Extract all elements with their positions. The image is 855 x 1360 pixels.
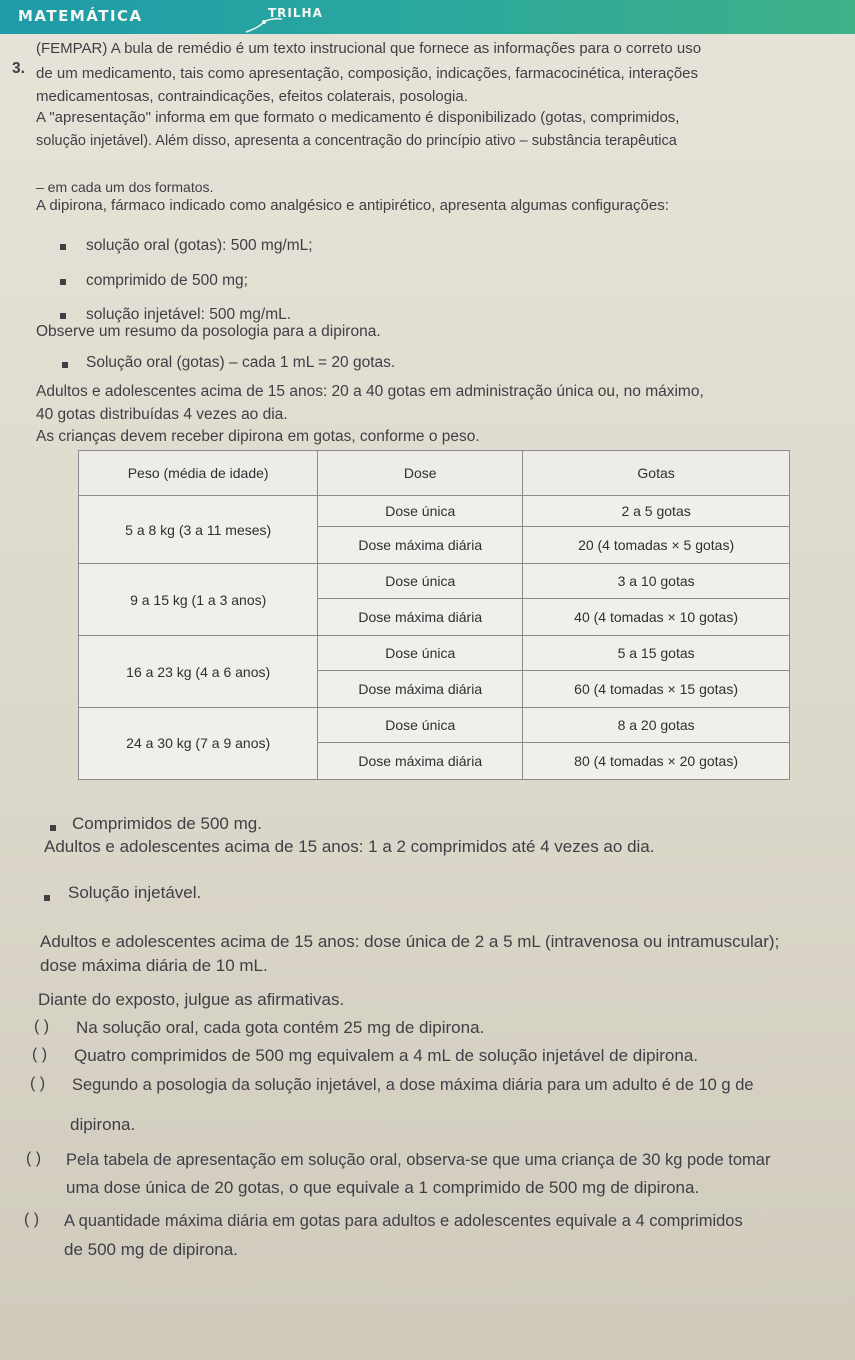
question-number: 3. <box>12 60 25 77</box>
table-cell-weight: 16 a 23 kg (4 a 6 anos) <box>79 636 318 708</box>
table-header-drops: Gotas <box>523 451 790 496</box>
format-item-tablet: comprimido de 500 mg; <box>86 272 248 289</box>
intro-line-2: de um medicamento, tais como apresentação, composição, indicações, farmacocinética, interações <box>36 65 698 82</box>
statement-2: Quatro comprimidos de 500 mg equivalem a 4 mL de solução injetável de dipirona. <box>74 1046 698 1065</box>
table-cell-dose-label: Dose máxima diária <box>318 742 523 779</box>
table-cell-drops: 40 (4 tomadas × 10 gotas) <box>523 599 790 636</box>
table-cell-drops: 2 a 5 gotas <box>523 496 790 527</box>
table-cell-drops: 80 (4 tomadas × 20 gotas) <box>523 742 790 779</box>
answer-blank[interactable]: ( ) <box>30 1075 46 1092</box>
tablets-heading: Comprimidos de 500 mg. <box>72 814 262 833</box>
table-cell-drops: 8 a 20 gotas <box>523 707 790 742</box>
judge-instruction: Diante do exposto, julgue as afirmativas. <box>38 990 345 1009</box>
injectable-heading: Solução injetável. <box>68 883 202 902</box>
table-cell-drops: 3 a 10 gotas <box>523 564 790 599</box>
statement-3-line-2: dipirona. <box>70 1115 136 1134</box>
table-cell-dose-label: Dose máxima diária <box>318 599 523 636</box>
table-cell-dose-label: Dose única <box>318 636 523 671</box>
intro-line-4: A "apresentação" informa em que formato o medicamento é disponibilizado (gotas, comprimidos, <box>36 109 680 126</box>
intro-line-1: (FEMPAR) A bula de remédio é um texto instrucional que fornece as informações para o correto uso <box>36 40 702 57</box>
bullet-marker <box>62 362 68 368</box>
bullet-marker <box>50 825 56 831</box>
format-item-oral: solução oral (gotas): 500 mg/mL; <box>86 237 313 254</box>
table-cell-drops: 5 a 15 gotas <box>523 636 790 671</box>
injectable-line-1: Adultos e adolescentes acima de 15 anos: dose única de 2 a 5 mL (intravenosa ou intramuscular); <box>40 932 780 951</box>
bullet-marker <box>60 313 66 319</box>
intro-line-6: – em cada um dos formatos. <box>36 179 214 195</box>
children-line: As crianças devem receber dipirona em gotas, conforme o peso. <box>36 428 480 445</box>
table-cell-dose-label: Dose única <box>318 564 523 599</box>
oral-adult-line-1: Adultos e adolescentes acima de 15 anos: 20 a 40 gotas em administração única ou, no máximo, <box>36 383 704 400</box>
trail-label: TRILHA <box>268 6 323 20</box>
oral-heading: Solução oral (gotas) – cada 1 mL = 20 gotas. <box>86 354 396 371</box>
answer-blank[interactable]: ( ) <box>26 1150 42 1167</box>
page-header <box>0 0 855 34</box>
table-cell-dose-label: Dose única <box>318 496 523 527</box>
oral-adult-line-2: 40 gotas distribuídas 4 vezes ao dia. <box>36 406 288 423</box>
subject-title: MATEMÁTICA <box>18 7 143 25</box>
table-cell-drops: 60 (4 tomadas × 15 gotas) <box>523 670 790 707</box>
statement-1: Na solução oral, cada gota contém 25 mg de dipirona. <box>76 1018 485 1037</box>
bullet-marker <box>44 895 50 901</box>
table-cell-weight: 9 a 15 kg (1 a 3 anos) <box>79 564 318 636</box>
statement-3-line-1: Segundo a posologia da solução injetável, a dose máxima diária para um adulto é de 10 g de <box>72 1076 754 1094</box>
intro-line-3: medicamentosas, contraindicações, efeitos colaterais, posologia. <box>36 88 468 105</box>
table-cell-weight: 5 a 8 kg (3 a 11 meses) <box>79 496 318 564</box>
answer-blank[interactable]: ( ) <box>32 1046 48 1063</box>
intro-line-7: A dipirona, fármaco indicado como analgésico e antipirético, apresenta algumas configurações: <box>36 197 669 214</box>
table-cell-weight: 24 a 30 kg (7 a 9 anos) <box>79 707 318 779</box>
table-cell-dose-label: Dose máxima diária <box>318 670 523 707</box>
answer-blank[interactable]: ( ) <box>24 1211 40 1228</box>
table-cell-drops: 20 (4 tomadas × 5 gotas) <box>523 527 790 564</box>
statement-4-line-1: Pela tabela de apresentação em solução oral, observa-se que uma criança de 30 kg pode tomar <box>66 1151 771 1169</box>
summary-line: Observe um resumo da posologia para a dipirona. <box>36 323 381 340</box>
bullet-marker <box>60 279 66 285</box>
statement-5-line-2: de 500 mg de dipirona. <box>64 1240 238 1259</box>
table-header-weight: Peso (média de idade) <box>79 451 318 496</box>
table-cell-dose-label: Dose máxima diária <box>318 527 523 564</box>
tablets-line: Adultos e adolescentes acima de 15 anos: 1 a 2 comprimidos até 4 vezes ao dia. <box>44 837 655 856</box>
statement-5-line-1: A quantidade máxima diária em gotas para adultos e adolescentes equivale a 4 comprimidos <box>64 1212 743 1230</box>
answer-blank[interactable]: ( ) <box>34 1018 50 1035</box>
intro-line-5: solução injetável). Além disso, apresenta a concentração do princípio ativo – substância terapêutica <box>36 133 677 149</box>
table-cell-dose-label: Dose única <box>318 707 523 742</box>
format-item-injectable: solução injetável: 500 mg/mL. <box>86 306 292 323</box>
table-header-dose: Dose <box>318 451 523 496</box>
dosage-table <box>78 450 790 780</box>
injectable-line-2: dose máxima diária de 10 mL. <box>40 956 268 975</box>
bullet-marker <box>60 244 66 250</box>
statement-4-line-2: uma dose única de 20 gotas, o que equivale a 1 comprimido de 500 mg de dipirona. <box>66 1178 700 1197</box>
